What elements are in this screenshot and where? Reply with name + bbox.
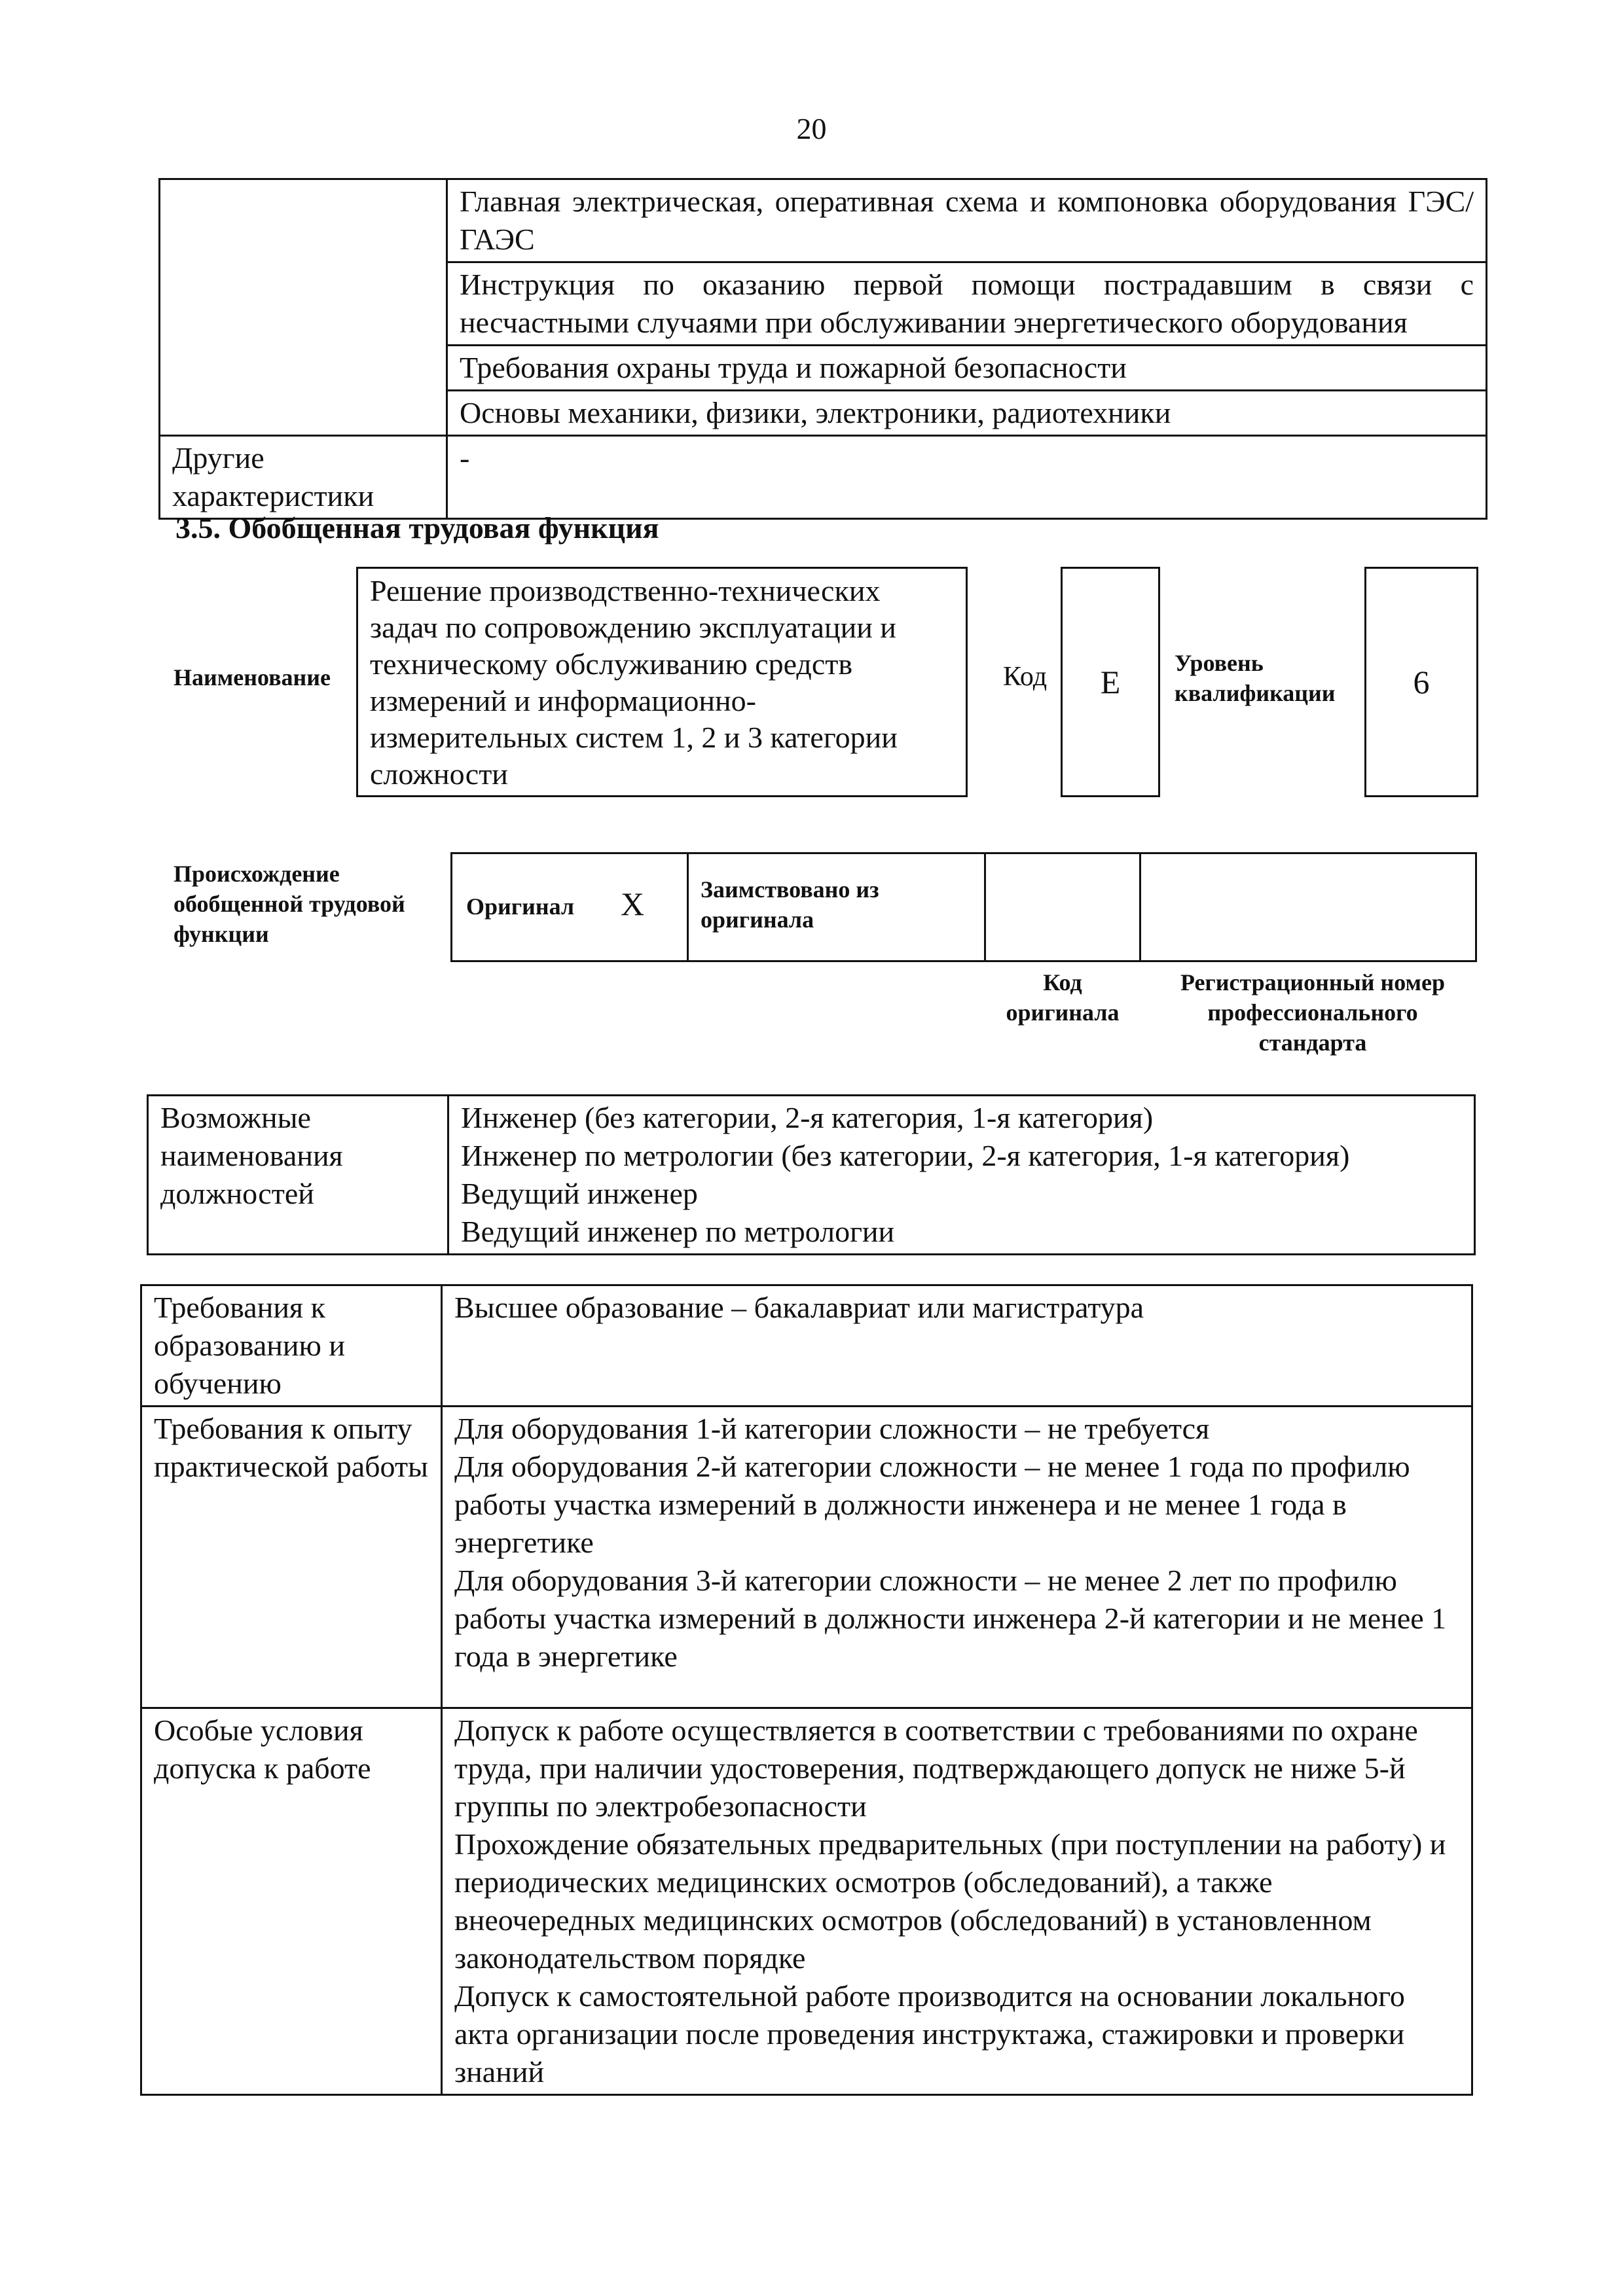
- admission-list: [442, 1708, 1472, 2095]
- qualification-level-label: Уровень квалификации: [1175, 650, 1336, 706]
- top-table: [158, 178, 1487, 520]
- admission-label: Особые условия допуска к работе: [141, 1708, 442, 2095]
- code-original-caption: Код оригинала: [1006, 969, 1120, 1026]
- knowledge-row: Инструкция по оказанию первой помощи пострадавшим в связи с несчастными случаями при обслуживании энергетического оборудования: [447, 262, 1487, 346]
- code-value: E: [1100, 664, 1121, 700]
- positions-table: [147, 1094, 1476, 1255]
- other-characteristics-value: -: [447, 436, 1487, 519]
- section-title: 3.5. Обобщенная трудовая функция: [175, 511, 659, 545]
- page-number: 20: [796, 112, 827, 145]
- function-name-text: Решение производственно-технических задач по сопровождению эксплуатации и техническому обслуживанию средств измерений и информационно-измерительных систем 1, 2 и 3 категории сложности: [370, 574, 898, 791]
- knowledge-row: Главная электрическая, оперативная схема и компоновка оборудования ГЭС/ГАЭС: [447, 179, 1487, 262]
- experience-item: Для оборудования 1-й категории сложности – не требуется: [454, 1412, 1210, 1445]
- position-item: Инженер (без категории, 2-я категория, 1-я категория): [461, 1101, 1154, 1134]
- experience-list: [442, 1407, 1472, 1708]
- positions-list: [448, 1096, 1475, 1255]
- origin-label: Происхождение обобщенной трудовой функции: [173, 861, 405, 947]
- position-item: Ведущий инженер по метрологии: [461, 1215, 895, 1248]
- positions-label: Возможные наименования должностей: [148, 1096, 448, 1255]
- experience-label: Требования к опыту практической работы: [141, 1407, 442, 1708]
- education-label: Требования к образованию и обучению: [141, 1285, 442, 1407]
- name-label: Наименование: [173, 664, 331, 691]
- education-value: Высшее образование – бакалавриат или магистратура: [442, 1285, 1472, 1407]
- admission-item: Допуск к работе осуществляется в соответствии с требованиями по охране труда, при наличии удостоверения, подтверждающего допуск не ниже 5-й группы по электробезопасности: [454, 1713, 1418, 1823]
- original-mark: X: [621, 886, 645, 922]
- knowledge-row: Требования охраны труда и пожарной безопасности: [447, 346, 1487, 391]
- admission-item: Допуск к самостоятельной работе производится на основании локального акта организации после проведения инструктажа, стажировки и проверки знаний: [454, 1979, 1405, 2089]
- code-label: Код: [1003, 662, 1048, 692]
- experience-item: Для оборудования 3-й категории сложности – не менее 2 лет по профилю работы участка измерений в должности инженера 2-й категории и не менее 1 года в энергетике: [454, 1564, 1447, 1673]
- level-value-box: [1364, 567, 1478, 797]
- code-value-box: [1061, 567, 1160, 797]
- code-original-cell: [984, 852, 1141, 962]
- level-value: 6: [1413, 664, 1430, 700]
- admission-item: Прохождение обязательных предварительных (при поступлении на работу) и периодических медицинских осмотров (обследований), а также внеочередных медицинских осмотров (обследований) в установленном законодательством порядке: [454, 1827, 1446, 1975]
- knowledge-row: Основы механики, физики, электроники, радиотехники: [447, 391, 1487, 436]
- borrowed-label: Заимствовано из оригинала: [701, 876, 879, 933]
- position-item: Инженер по метрологии (без категории, 2-я категория, 1-я категория): [461, 1139, 1350, 1172]
- requirements-table: [140, 1284, 1473, 2096]
- function-name-box: [356, 567, 968, 797]
- original-label: Оригинал: [466, 893, 575, 920]
- position-item: Ведущий инженер: [461, 1177, 698, 1210]
- experience-item: Для оборудования 2-й категории сложности – не менее 1 года по профилю работы участка измерений в должности инженера и не менее 1 года в энергетике: [454, 1450, 1410, 1559]
- reg-number-caption: Регистрационный номер профессионального стандарта: [1180, 969, 1446, 1056]
- empty-label-cell: [160, 179, 447, 436]
- other-characteristics-label: Другие характеристики: [160, 436, 447, 519]
